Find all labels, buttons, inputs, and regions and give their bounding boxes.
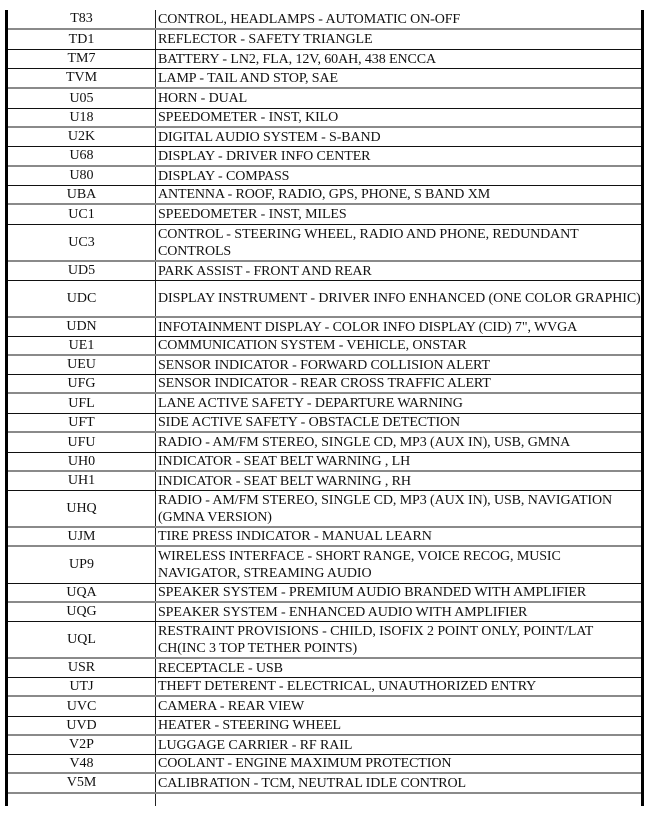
option-description-cell: CALIBRATION - TCM, NEUTRAL IDLE CONTROL	[158, 775, 466, 791]
table-row	[8, 128, 641, 147]
option-description-cell: TIRE PRESS INDICATOR - MANUAL LEARN	[158, 529, 432, 544]
table-row	[8, 414, 641, 433]
table-row	[8, 433, 641, 453]
table-row	[8, 472, 641, 491]
table-row	[8, 281, 641, 318]
table-row	[8, 69, 641, 89]
option-code-cell: UBA	[8, 186, 156, 203]
option-description-cell: COOLANT - ENGINE MAXIMUM PROTECTION	[158, 756, 452, 771]
option-description-cell: HEATER - STEERING WHEEL	[158, 718, 341, 733]
option-description-cell: LUGGAGE CARRIER - RF RAIL	[158, 737, 353, 753]
option-description-cell: RECEPTACLE - USB	[158, 660, 283, 676]
option-code-cell: UQG	[8, 603, 156, 621]
option-description-cell: THEFT DETERENT - ELECTRICAL, UNAUTHORIZED ENTRY	[158, 679, 537, 694]
option-code-cell: UVD	[8, 717, 156, 734]
option-code-cell: UH0	[8, 453, 156, 470]
option-code-cell: UFT	[8, 414, 156, 431]
option-codes-table	[5, 10, 644, 806]
option-description-cell: REFLECTOR - SAFETY TRIANGLE	[158, 32, 373, 47]
table-row	[8, 50, 641, 69]
option-code-cell: TD1	[8, 30, 156, 49]
option-code-cell: UC3	[8, 225, 156, 260]
option-code-cell: UHQ	[8, 491, 156, 526]
option-code-cell: U68	[8, 147, 156, 165]
option-description-cell: RADIO - AM/FM STEREO, SINGLE CD, MP3 (AUX IN), USB, GMNA	[158, 435, 571, 450]
option-code-cell: UTJ	[8, 678, 156, 695]
table-row	[8, 678, 641, 697]
option-description-cell: ANTENNA - ROOF, RADIO, GPS, PHONE, S BAND XM	[158, 187, 491, 202]
table-row	[8, 491, 641, 528]
option-description-cell: DISPLAY - COMPASS	[158, 168, 290, 184]
option-description-cell: COMMUNICATION SYSTEM - VEHICLE, ONSTAR	[158, 338, 467, 353]
table-row	[8, 547, 641, 584]
option-description-cell: CAMERA - REAR VIEW	[158, 699, 305, 714]
option-description-cell: DIGITAL AUDIO SYSTEM - S-BAND	[158, 129, 381, 145]
option-code-cell: UDC	[8, 281, 156, 316]
option-description-cell: SPEAKER SYSTEM - PREMIUM AUDIO BRANDED WITH AMPLIFIER	[158, 585, 587, 600]
option-description-cell: WIRELESS INTERFACE - SHORT RANGE, VOICE RECOG, MUSIC NAVIGATOR, STREAMING AUDIO	[158, 549, 561, 581]
option-description-cell: PARK ASSIST - FRONT AND REAR	[158, 263, 372, 279]
table-row	[8, 736, 641, 755]
option-code-cell: UP9	[8, 547, 156, 583]
table-row	[8, 186, 641, 205]
table-row	[8, 109, 641, 128]
option-description-cell: DISPLAY - DRIVER INFO CENTER	[158, 148, 371, 164]
option-code-cell: V5M	[8, 774, 156, 792]
option-description-cell	[156, 794, 641, 806]
table-row	[8, 659, 641, 678]
option-code-cell: TVM	[8, 69, 156, 87]
option-description-cell: SENSOR INDICATOR - REAR CROSS TRAFFIC ALERT	[158, 376, 491, 391]
option-code-cell: UE1	[8, 337, 156, 354]
option-description-cell: DISPLAY INSTRUMENT - DRIVER INFO ENHANCED (ONE COLOR GRAPHIC)	[158, 291, 641, 306]
option-description-cell: SENSOR INDICATOR - FORWARD COLLISION ALERT	[158, 357, 490, 373]
option-code-cell: TM7	[8, 50, 156, 68]
table-row	[8, 528, 641, 547]
option-description-cell: LANE ACTIVE SAFETY - DEPARTURE WARNING	[158, 396, 463, 411]
table-row	[8, 262, 641, 281]
table-row	[8, 375, 641, 394]
option-code-cell: V2P	[8, 736, 156, 754]
option-code-cell: UEU	[8, 356, 156, 374]
table-row	[8, 10, 641, 30]
option-description-cell: HORN - DUAL	[158, 91, 248, 106]
option-code-cell: U2K	[8, 128, 156, 146]
table-row	[8, 337, 641, 356]
table-row	[8, 30, 641, 50]
table-row	[8, 167, 641, 186]
option-description-cell: SPEAKER SYSTEM - ENHANCED AUDIO WITH AMPLIFIER	[158, 604, 528, 620]
option-description-cell: RADIO - AM/FM STEREO, SINGLE CD, MP3 (AUX IN), USB, NAVIGATION (GMNA VERSION)	[158, 492, 613, 525]
option-code-cell: UVC	[8, 697, 156, 716]
option-code-cell: U05	[8, 89, 156, 108]
option-code-cell: UFG	[8, 375, 156, 392]
option-code-cell: UC1	[8, 205, 156, 224]
table-row	[8, 225, 641, 262]
option-description-cell: BATTERY - LN2, FLA, 12V, 60AH, 438 ENCCA	[158, 51, 436, 67]
option-description-cell: SPEEDOMETER - INST, KILO	[158, 110, 339, 125]
table-row	[8, 794, 641, 806]
table-row	[8, 774, 641, 794]
option-description-cell: INFOTAINMENT DISPLAY - COLOR INFO DISPLAY (CID) 7", WVGA	[158, 319, 578, 335]
table-row	[8, 453, 641, 472]
option-description-cell: CONTROL, HEADLAMPS - AUTOMATIC ON-OFF	[158, 11, 461, 27]
option-code-cell: T83	[8, 10, 156, 28]
table-row	[8, 755, 641, 774]
table-row	[8, 622, 641, 659]
option-description-cell: SIDE ACTIVE SAFETY - OBSTACLE DETECTION	[158, 415, 461, 430]
table-row	[8, 717, 641, 736]
table-row	[8, 584, 641, 603]
option-code-cell: UFU	[8, 433, 156, 452]
table-row	[8, 89, 641, 109]
option-code-cell: UFL	[8, 394, 156, 413]
option-code-cell: U18	[8, 109, 156, 126]
option-description-cell: SPEEDOMETER - INST, MILES	[158, 207, 347, 222]
option-code-cell: UQA	[8, 584, 156, 601]
table-row	[8, 356, 641, 375]
option-description-cell: INDICATOR - SEAT BELT WARNING , RH	[158, 473, 411, 489]
option-description-cell: CONTROL - STEERING WHEEL, RADIO AND PHONE, REDUNDANT CONTROLS	[158, 226, 579, 259]
option-code-cell: UJM	[8, 528, 156, 545]
option-code-cell: UDN	[8, 318, 156, 336]
option-description-cell: LAMP - TAIL AND STOP, SAE	[158, 70, 338, 86]
option-code-cell: USR	[8, 659, 156, 677]
option-code-cell: UD5	[8, 262, 156, 280]
table-row	[8, 205, 641, 225]
option-code-cell: V48	[8, 755, 156, 772]
table-row	[8, 318, 641, 337]
option-code-cell: UQL	[8, 622, 156, 657]
option-code-cell	[8, 794, 156, 806]
table-row	[8, 394, 641, 414]
table-row	[8, 147, 641, 167]
option-description-cell: RESTRAINT PROVISIONS - CHILD, ISOFIX 2 POINT ONLY, POINT/LAT CH(INC 3 TOP TETHER POINTS)	[158, 623, 593, 656]
option-code-cell: UH1	[8, 472, 156, 490]
option-description-cell: INDICATOR - SEAT BELT WARNING , LH	[158, 454, 411, 469]
table-row	[8, 603, 641, 622]
table-row	[8, 697, 641, 717]
option-code-cell: U80	[8, 167, 156, 185]
